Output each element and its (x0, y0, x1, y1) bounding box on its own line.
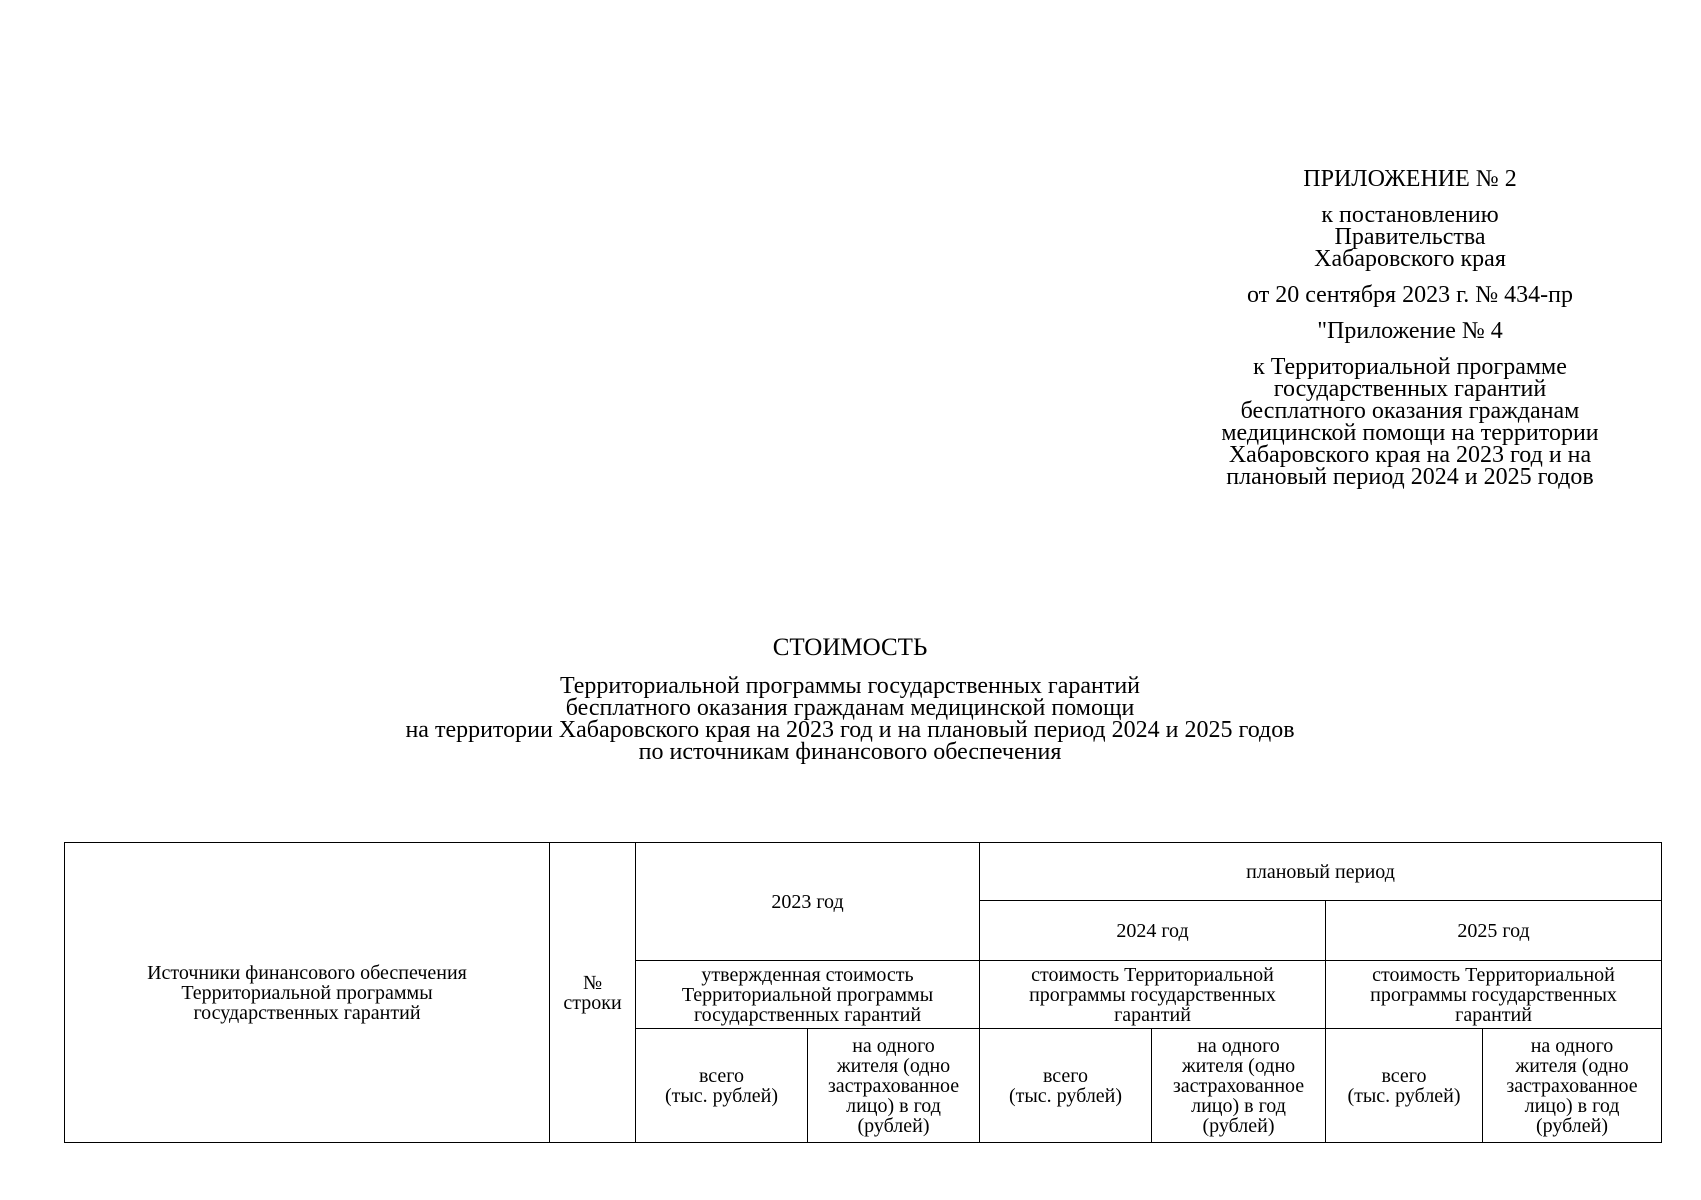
year-2023-header: 2023 год (636, 843, 980, 961)
header-line: жителя (одно (1181, 1054, 1296, 1077)
appendix-label: ПРИЛОЖЕНИЕ № 2 (1303, 166, 1517, 192)
header-line: (рублей) (1536, 1114, 1609, 1137)
header-line: Территориальной программы (181, 981, 433, 1004)
appendix-line: бесплатного оказания гражданам (1240, 398, 1580, 424)
title-subtitle (300, 675, 1400, 763)
per-capita-header-2023 (808, 1029, 980, 1143)
total-header-2024 (980, 1029, 1152, 1143)
approved-cost-header (636, 961, 980, 1029)
header-line: лицо) в год (1524, 1094, 1620, 1117)
header-line: застрахованное (827, 1074, 960, 1097)
per-capita-header-2025 (1483, 1029, 1662, 1143)
title-line: Территориальной программы государственных гарантий (559, 673, 1141, 699)
header-line: утвержденная стоимость (701, 963, 914, 986)
header-line: (рублей) (857, 1114, 930, 1137)
header-line: всего (1042, 1064, 1089, 1087)
header-line: программы государственных (1029, 983, 1276, 1006)
appendix-date-line: от 20 сентября 2023 г. № 434-пр (1247, 282, 1573, 308)
appendix-line: Правительства (1334, 224, 1486, 250)
header-line: всего (698, 1064, 745, 1087)
appendix-line: Хабаровского края (1314, 246, 1506, 272)
header-line: строки (563, 991, 622, 1014)
appendix-line: плановый период 2024 и 2025 годов (1226, 464, 1594, 490)
title-line: по источникам финансового обеспечения (638, 739, 1062, 765)
appendix-line: медицинской помощи на территории (1221, 420, 1599, 446)
header-line: на одного (1197, 1034, 1280, 1057)
appendix-line: Хабаровского края на 2023 год и на (1228, 442, 1592, 468)
header-line: лицо) в год (846, 1094, 941, 1117)
cost-2025-header (1326, 961, 1662, 1029)
header-line: государственных гарантий (193, 1001, 421, 1024)
year-2025-header: 2025 год (1326, 901, 1662, 961)
document-title (300, 636, 1400, 763)
header-line: гарантий (1455, 1003, 1532, 1026)
row-number-header (550, 843, 636, 1143)
appendix-block (1180, 168, 1640, 488)
cost-table (64, 842, 1662, 1143)
planning-period-header: плановый период (980, 843, 1662, 901)
header-line: на одного (1530, 1034, 1614, 1057)
header-line: всего (1381, 1064, 1427, 1087)
header-line: застрахованное (1172, 1074, 1305, 1097)
appendix-line: государственных гарантий (1273, 376, 1547, 402)
total-header-2025 (1326, 1029, 1483, 1143)
inner-appendix-to (1180, 356, 1640, 488)
header-line: (рублей) (1202, 1114, 1275, 1137)
header-line: жителя (одно (1515, 1054, 1629, 1077)
header-line: программы государственных (1370, 983, 1617, 1006)
header-line: № (582, 971, 603, 994)
header-line: государственных гарантий (693, 1003, 922, 1026)
header-line: стоимость Территориальной (1372, 963, 1615, 986)
header-line: (тыс. рублей) (1008, 1084, 1123, 1107)
year-2024-header: 2024 год (980, 901, 1326, 961)
title-heading: СТОИМОСТЬ (772, 634, 928, 661)
header-line: на одного (852, 1034, 935, 1057)
cost-2024-header (980, 961, 1326, 1029)
appendix-to-resolution (1180, 204, 1640, 270)
per-capita-header-2024 (1152, 1029, 1326, 1143)
header-line: гарантий (1114, 1003, 1191, 1026)
appendix-line: к постановлению (1321, 202, 1499, 228)
header-line: (тыс. рублей) (664, 1084, 779, 1107)
title-line: бесплатного оказания гражданам медицинской помощи (565, 695, 1135, 721)
header-line: (тыс. рублей) (1347, 1084, 1461, 1107)
title-line: на территории Хабаровского края на 2023 год и на плановый период 2024 и 2025 годов (405, 717, 1295, 743)
header-line: стоимость Территориальной (1031, 963, 1274, 986)
inner-appendix-label: "Приложение № 4 (1317, 318, 1503, 344)
header-line: лицо) в год (1191, 1094, 1286, 1117)
header-line: жителя (одно (836, 1054, 951, 1077)
header-line: Территориальной программы (681, 983, 934, 1006)
header-line: застрахованное (1506, 1074, 1638, 1097)
total-header-2023 (636, 1029, 808, 1143)
appendix-line: к Территориальной программе (1253, 354, 1567, 380)
header-line: Источники финансового обеспечения (147, 961, 467, 984)
sources-header (65, 843, 550, 1143)
